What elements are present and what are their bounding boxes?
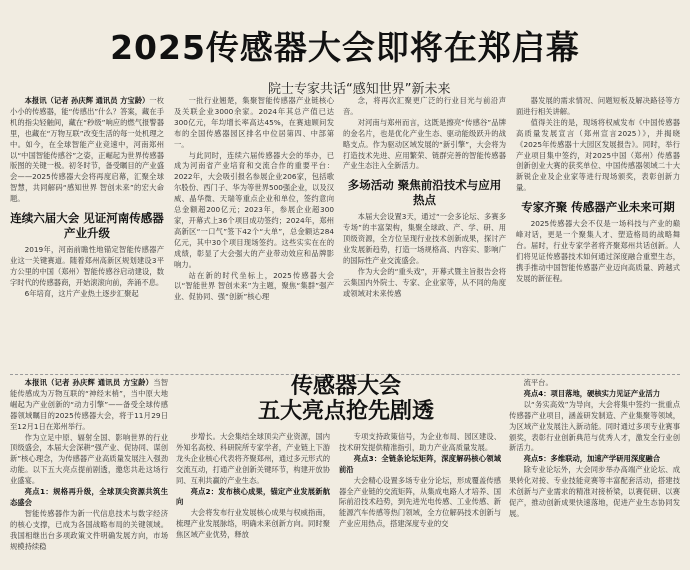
article2-highlight-2: 亮点2：发布核心成果，锚定产业发展新航向 (176, 486, 330, 507)
article1-paragraph: 2019年，河南前瞻性地锚定智能传感器产业这一关键赛道。随着郑州高新区规划建设3平方公里的中国（郑州）智能传感谷启动建设，数字时代的传感器商，开始滚滚向前，奔涌不息。 (10, 245, 164, 287)
article2-paragraph: 作为立足中原、辐射全国、影响世界的行业顶级盛会，本届大会深耕“强产业、促协同、谋创新”核心理念，为传感器产业高质量发展注入强劲动能。以下五大亮点提前剧透，邀您共赴这场行业盛宴。 (10, 432, 168, 486)
article2-paragraph: 步增长。大会集结全球顶尖产业资源，国内外知名高校、科研院所专家学者，产业链上下游龙头企业核心代表将齐聚郑州，通过多元形式的交流互动，打通产业创新关键环节，构建开放协同、互利共赢的产业生态。 (176, 432, 330, 485)
article2-column-2 (176, 432, 330, 566)
article1-paragraph: 2025传感器大会不仅是一场科技与产业的巅峰对话，更是一个聚集人才、塑造格局的战略舞台。届时，行业专家学者将齐聚郑州共话创新。人们将见证传感器技术如何通过深度融合重塑生态，携手推动中国智能传感器产业迈向高质量、跨越式发展的新征程。 (516, 219, 680, 283)
article2-highlight-1: 亮点1：规格再升级，全球顶尖资源共筑生态盛会 (10, 487, 168, 507)
article1-paragraph: 作为大会的“重头戏”，开幕式暨主旨报告会将云集国内外院士、专家、企业家等，从不同的角度或领域对未来传感 (343, 266, 506, 298)
article1-byline: 本报讯（记者 孙庆辉 通讯员 方宝龄） (24, 96, 150, 105)
article1-section-heading-1: 连续六届大会 见证河南传感器产业升级 (10, 211, 164, 241)
article1-paragraph: 器发展的需求情况、问题短板及解决路径等方面进行相关讲解。 (516, 96, 680, 116)
article2-column-3 (339, 432, 501, 566)
article1-title: 2025传感器大会即将在郑启幕 (110, 28, 580, 67)
article1-subtitle: 院士专家共话“感知世界”新未来 (268, 82, 451, 97)
article2-column-4 (509, 378, 680, 566)
article1-column-4 (516, 96, 680, 372)
article1-paragraph: 本届大会设置3天，通过“一会多论坛、多赛多专场”的丰富架构，集聚全球政、产、学、研、用顶级资源，全方位呈现行业技术创新成果，探讨产业发展新趋势，打造一场规格高、内容实、影响广的国际性产业交流盛会。 (343, 212, 506, 265)
article1-paragraph: 6年培育，这片产业热土逐步汇聚起 (24, 288, 139, 298)
article2-paragraph: 除专业论坛外，大会同步举办高端产业论坛、成果转化对接、专业技能竞赛等丰富配套活动，搭建技术创新与产业需求的精准对接桥梁，以赛促研、以赛促产，推动创新成果快速落地，促进产业生态协同发展。 (509, 465, 680, 518)
article1-paragraph: 与此同时，连续六届传感器大会的举办，已成为河南省产业培育和交流合作的重要平台：2022年，大会吸引报名参展企业206家，包括歌尔股份、西门子、华为等世界500强企业，以及汉威、晶华微、天瑞等重点企业和单位，签约意向总金额超200亿元；2023年，参展企业超300家，开幕式上36个项目成功签约；2024年，郑州高新区“一口气”签下42个“大单”，总金额达284亿元，其中30个项目现场签约。这些实实在在的成绩，彰显了大会强大的产业带动效应和品牌影响力。 (174, 150, 334, 269)
article1-paragraph: 一批行业翘楚，集聚智能传感器产业链核心及关联企业3000余家。2024年其总产值已达300亿元，年均增长率高达45%，在赛迪顾问发布的全国传感器园区排名中位居第四、中部第一。 (174, 96, 334, 149)
article1-column-2 (174, 96, 334, 372)
article1-paragraph: 值得关注的是，现场将权威发布《中国传感器高质量发展宣言（郑州宣言2025）》，并揭晓《2025年传感器十大园区发展报告》。同时，举行产业项目集中签约，对2025中国（郑州）传感器创新创业大赛的获奖单位、中国传感器领域二十大新锐企业及企业家等进行现场颁奖，表彰创新力量。 (516, 117, 680, 193)
article1-section-heading-3: 专家齐聚 传感器产业未来可期 (521, 200, 675, 215)
article2-highlight-4: 亮点4：项目落地，硬核实力见证产业活力 (523, 388, 661, 398)
article2-paragraph: 流平台。 (523, 378, 553, 387)
article1-column-1 (10, 96, 164, 372)
article2-paragraph: 当智能传感成为万物互联的“神经末梢”，当中原大地崛起为产业创新的“动力引擎”——备受全球传感器领域瞩目的2025传感器大会，将于11月29日至12月1日在郑州举行。 (10, 378, 168, 431)
article2-paragraph: 大会将发布行业发展核心成果与权威指南，梳理产业发展脉络，明确未来创新方向。同时聚焦区域产业优势，释放 (176, 508, 330, 540)
article2-paragraph: 智能传感器作为新一代信息技术与数字经济的核心支撑，已成为各国战略布局的关键领域。我国相继出台多项政策文件明确发展方向，市场规模持续稳 (10, 508, 168, 551)
article2-column-1 (10, 378, 168, 566)
article2-highlight-5: 亮点5：多维联动，加速产学研用深度融合 (523, 454, 661, 464)
article2-byline: 本报讯（记者 孙庆辉 通讯员 方宝龄） (24, 378, 154, 387)
article2-title-line-2: 五大亮点抢先剧透 (257, 399, 434, 424)
article2-title-line-1: 传感器大会 (290, 374, 401, 399)
article1-column-3 (343, 96, 506, 372)
article2-paragraph: 以“务实高效”为导向，大会将集中签约一批重点传感器产业项目，涵盖研发制造、产业集聚等领域，为区域产业发展注入新动能。同时通过多项专业赛事颁奖，表彰行业创新典范与优秀人才，激发全行业创新活力。 (509, 399, 680, 453)
article2-paragraph: 大会精心设置多场专业分论坛，形成覆盖传感器全产业链的交流矩阵，从集成电路人才培养、国际前沿技术趋势，到先进光电传感、工业传感、新能源汽车传感等热门领域，全方位解码技术创新与产业应用热点，搭建深度专业的交 (339, 475, 501, 529)
article1-paragraph: 念，将再次汇聚更广泛的行业目光与前沿声音。 (343, 96, 506, 116)
article1-paragraph: 站在新的时代坐标上，2025传感器大会以“智能世界 智创未来”为主题，聚焦“集群”强产业、促协同、强“创新”核心理 (174, 270, 334, 302)
article1-paragraph: 对河南与郑州而言，这既是擦亮“传感谷”品牌的金名片，也是优化产业生态、驱动能级跃升的战略支点。作为驱动区域发展的“新引擎”，大会将为打造技术先进、应用繁荣、链群完善的智能传感器产业生态注入全新活力。 (343, 117, 506, 171)
article2-paragraph: 专项支持政策信号，为企业布局、园区建设、技术研发提供精准指引，助力产业高质量发展。 (339, 432, 501, 452)
article2-highlight-3: 亮点3：全链条论坛矩阵，深度解码核心领域前沿 (339, 453, 501, 474)
article2-title (248, 374, 444, 424)
article1-section-heading-2: 多场活动 聚焦前沿技术与应用热点 (347, 178, 502, 208)
article1-paragraph: 一枚小小的传感器，能“传感出”什么？答案，藏在手机的指尖轻触间，藏在“秒级”响应的燃气报警器里，也藏在“万物互联”改变生活的每一处机理之中。如今，在全球智能产业竞速中，河南郑州以“中国智能传感谷”之姿，正崛起为世界传感器版图的关键一极。初冬时节，备受瞩目的产业盛会——2025传感器大会将再度启幕，汇聚全球智慧，共同解码“感知世界 智创未来”的宏大命题。 (10, 96, 164, 204)
